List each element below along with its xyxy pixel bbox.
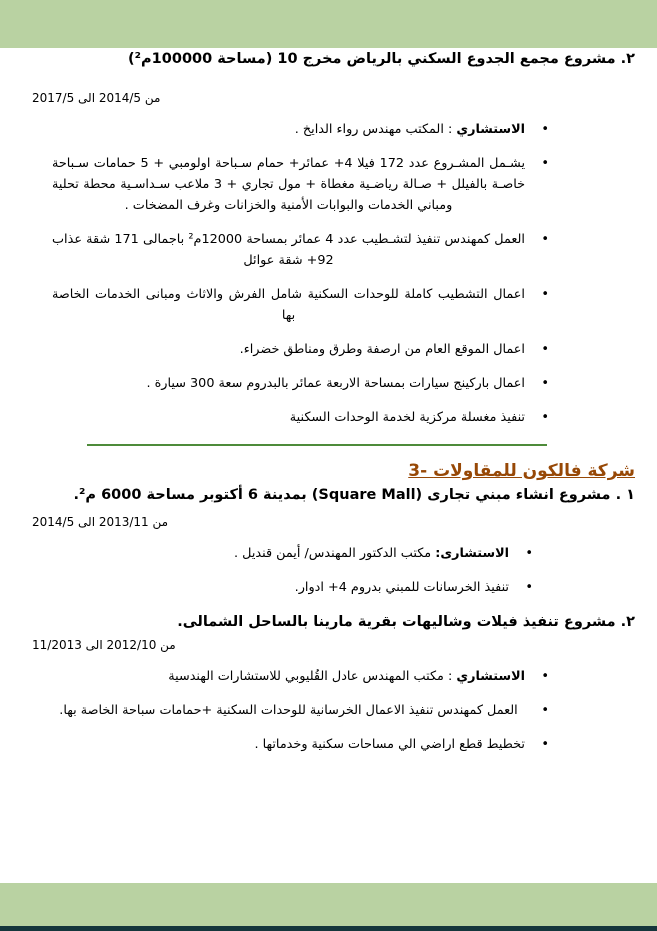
project-date-range: من 2014/5 الى 2017/5 [32, 91, 161, 105]
section-divider-line [87, 444, 547, 446]
project-date-range: من 2013/11 الى 2014/5 [32, 515, 169, 529]
bottom-green-band [0, 883, 657, 926]
bullet-item: • تنفيذ مغسلة مركزية لخدمة الوحدات السكنية [52, 407, 551, 428]
bullet-item: • اعمال باركينج سيارات بمساحة الاربعة عمائر بالبدروم سعة 300 سيارة . [52, 373, 551, 394]
bullet-item: • العمل كمهندس تنفيذ لتشـطيب عدد 4 عمائر بمساحة 12000م² باجمالى 171 شقة عذاب ‎+92 شقة عوائل [52, 229, 551, 271]
bullet-item: • تنفيذ الخرسانات للمبني بدروم ‎+4 ادوار. [52, 577, 535, 598]
project-date-range: من 2012/10 الى 11/2013 [32, 638, 176, 652]
bullet-item: • العمل كمهندس تنفيذ الاعمال الخرسانية للوحدات السكنية +حمامات سباحة الخاصة بها. [52, 700, 551, 721]
bullet-item: • الاستشاري : المكتب مهندس رواء الدايخ . [52, 119, 551, 140]
bullet-item: • الاستشاري : مكتب المهندس عادل القُليوبي للاستشارات الهندسية [52, 666, 551, 687]
project-bullet-list [52, 666, 551, 755]
bullet-item: • تخطيط قطع اراضي الي مساحات سكنية وخدماتها . [52, 734, 551, 755]
project-title-square-mall: ١ . مشروع انشاء مبني تجارى (Square Mall) بمدينة 6 أكتوبر مساحة 6000 م². [73, 487, 635, 503]
bullet-item: • يشـمل المشـروع عدد 172 فيلا ‎+4 عمائر+ حمام سـباحة اولومبي + 5 حمامات سـباحة خاصـة بالفيلل + صـالة رياضـية مغطاة + مول تجاري + 3 ملاعب سـداسـية محطة تحلية ومباني الخدمات والبوابات الأمنية والخزانات وغرف المضخات . [52, 153, 551, 216]
bullet-lead-bold: الاستشارى: [435, 546, 509, 561]
document-content [0, 48, 657, 883]
project-bullet-list [52, 543, 535, 598]
bullet-item: • اعمال التشطيب كاملة للوحدات السكنية شامل الفرش والاثاث ومبانى الخدمات الخاصة بها [52, 284, 551, 326]
bullet-lead-bold: الاستشاري [456, 669, 525, 684]
bullet-item: • الاستشارى: مكتب الدكتور المهندس/ أيمن قنديل . [52, 543, 535, 564]
top-green-band [0, 0, 657, 48]
bottom-dark-line [0, 926, 657, 931]
project-bullet-list [52, 119, 551, 428]
company-heading: 3- شركة فالكون للمقاولات [408, 461, 635, 481]
project-title-marina-villas: ٢. مشروع تنفيذ فيلات وشاليهات بقرية مارينا بالساحل الشمالى. [177, 614, 635, 630]
bullet-item: • اعمال الموقع العام من ارصفة وطرق ومناطق خضراء. [52, 339, 551, 360]
bullet-lead-bold: الاستشاري [456, 122, 525, 137]
project-title-riyadh-complex: ٢. مشروع مجمع الجدوع السكني بالرياض مخرج 10 (مساحة 100000م²) [128, 51, 635, 67]
